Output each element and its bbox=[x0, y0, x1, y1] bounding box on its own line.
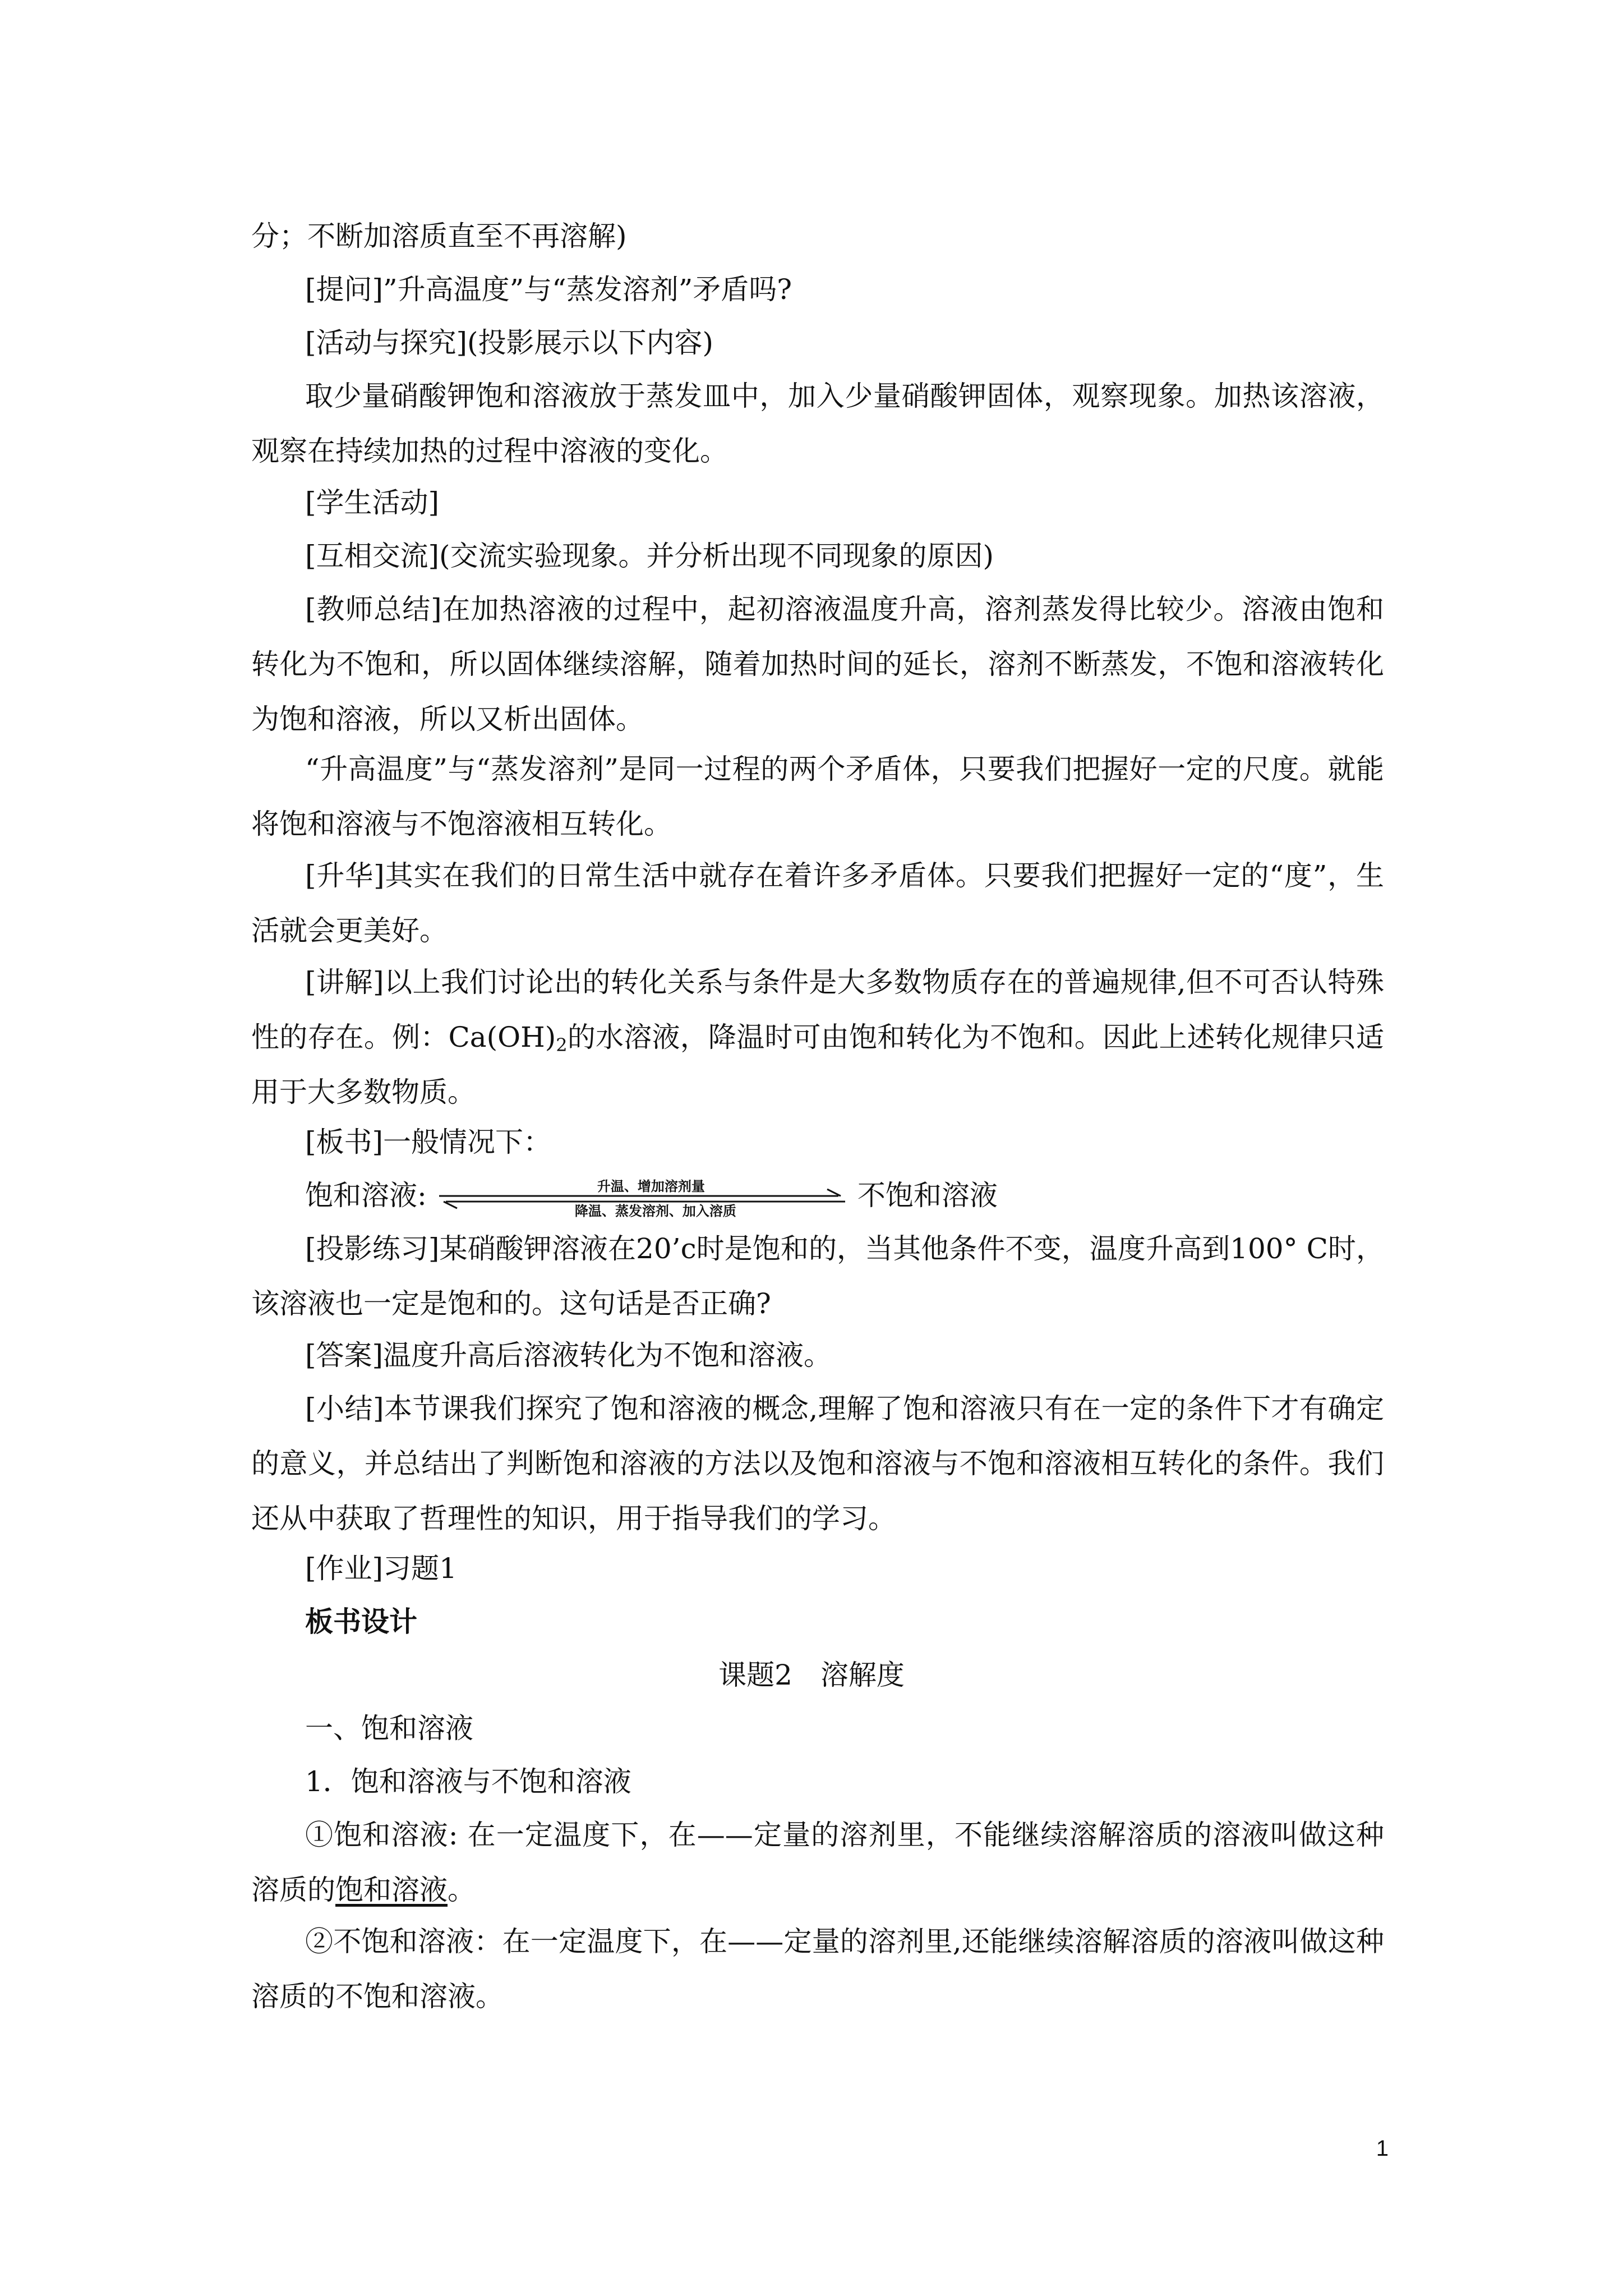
paragraph-answer: [答案]温度升高后溶液转化为不饱和溶液。 bbox=[305, 1339, 832, 1372]
explanation-text-part1: [讲解]以上我们讨论出的转化关系与条件是大多数物质存在的普遍规律,但不可否认特殊性的存在。例：Ca(OH) bbox=[251, 966, 1384, 1053]
paragraph-homework: [作业]习题1 bbox=[305, 1552, 457, 1585]
paragraph-teacher-summary: [教师总结]在加热溶液的过程中，起初溶液温度升高，溶剂蒸发得比较少。溶液由饱和转化为不饱和，所以固体继续溶解，随着加热时间的延长，溶剂不断蒸发，不饱和溶液转化为饱和溶液，所以又析出固体。 bbox=[251, 593, 1384, 735]
page-number: 1 bbox=[1376, 2136, 1389, 2161]
paragraph-explanation bbox=[251, 955, 1384, 1120]
equation-right-label: 不饱和溶液 bbox=[857, 1179, 998, 1212]
paragraph-student-activity: [学生活动] bbox=[305, 486, 440, 519]
equation-left-label: 饱和溶液: bbox=[305, 1179, 427, 1212]
definition-saturated-end: 。 bbox=[448, 1874, 476, 1906]
board-section-one: 一、饱和溶液 bbox=[305, 1712, 473, 1745]
conversion-equation bbox=[305, 1168, 1438, 1223]
definition-saturated-term: 饱和溶液 bbox=[335, 1874, 448, 1906]
paragraph-activity-heading: [活动与探究](投影展示以下内容) bbox=[305, 326, 714, 359]
definition-unsaturated: ②不饱和溶液：在一定温度下，在——定量的溶剂里,还能继续溶解溶质的溶液叫做这种溶质的不饱和溶液。 bbox=[251, 1925, 1384, 2013]
board-subsection-one: 1．饱和溶液与不饱和溶液 bbox=[305, 1765, 631, 1798]
explanation-text-part2: 的水溶液，降温时可由饱和转化为不饱和。因此上述转化规律只适用于大多数物质。 bbox=[251, 1021, 1384, 1108]
definition-saturated bbox=[251, 1807, 1384, 1917]
paragraph-activity-content: 取少量硝酸钾饱和溶液放于蒸发皿中，加入少量硝酸钾固体，观察现象。加热该溶液，观察在持续加热的过程中溶液的变化。 bbox=[251, 380, 1384, 467]
paragraph-line: 分；不断加溶质直至不再溶解) bbox=[251, 220, 627, 252]
formula-subscript: 2 bbox=[556, 1034, 568, 1056]
paragraph-question: [提问]”升高温度”与“蒸发溶剂”矛盾吗? bbox=[305, 273, 792, 306]
paragraph-summary: [小结]本节课我们探究了饱和溶液的概念,理解了饱和溶液只有在一定的条件下才有确定的意义，并总结出了判断饱和溶液的方法以及饱和溶液与不饱和溶液相互转化的条件。我们还从中获取了哲理性的知识，用于指导我们的学习。 bbox=[251, 1392, 1384, 1535]
arrow-bottom-condition: 降温、蒸发溶剂、加入溶质 bbox=[574, 1203, 736, 1219]
paragraph-projection-exercise: [投影练习]某硝酸钾溶液在20’c时是饱和的，当其他条件不变，温度升高到100° C时，该溶液也一定是饱和的。这句话是否正确? bbox=[251, 1232, 1384, 1320]
paragraph-exchange: [互相交流](交流实验现象。并分析出现不同现象的原因) bbox=[305, 540, 994, 572]
paragraph-board-heading: [板书]一般情况下： bbox=[305, 1126, 552, 1158]
reversible-arrow bbox=[435, 1178, 850, 1217]
arrow-top-condition: 升温、增加溶剂量 bbox=[597, 1178, 705, 1194]
definition-saturated-text: ①饱和溶液: 在一定温度下，在——定量的溶剂里，不能继续溶解溶质的溶液叫做这种溶质的 bbox=[251, 1819, 1384, 1906]
paragraph-sublimation: [升华]其实在我们的日常生活中就存在着许多矛盾体。只要我们把握好一定的“度”，生活就会更美好。 bbox=[251, 859, 1384, 947]
section-heading-board-design: 板书设计 bbox=[305, 1605, 417, 1638]
board-title: 课题2 溶解度 bbox=[718, 1659, 905, 1691]
paragraph-contradiction: “升高温度”与“蒸发溶剂”是同一过程的两个矛盾体，只要我们把握好一定的尺度。就能将饱和溶液与不饱溶液相互转化。 bbox=[251, 753, 1384, 840]
